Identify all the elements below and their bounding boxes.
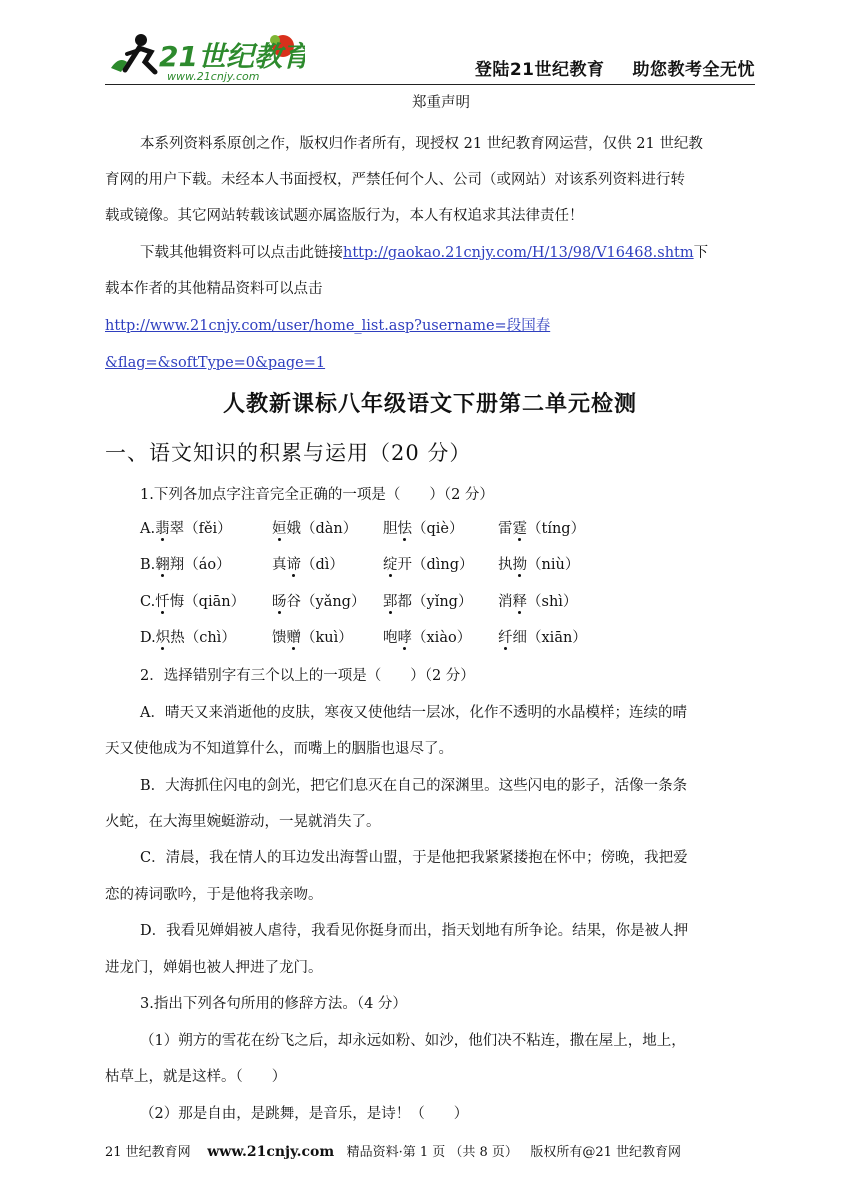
q1-option-b-term-2 (272, 555, 344, 575)
dotted-character: 旸 (272, 594, 287, 610)
term-prefix: 执 (498, 557, 513, 573)
logo-graphic (105, 28, 305, 84)
page-footer (105, 1141, 755, 1160)
document-title: 人教新课标八年级语文下册第二单元检测 (222, 392, 637, 417)
notice-paragraph-1-line-2: 育网的用户下载。未经本人书面授权，严禁任何个人、公司（或网站）对该系列资料进行转 (105, 172, 685, 188)
term-suffix: （qiè） (412, 521, 464, 537)
term-suffix: 都（yǐng） (397, 594, 473, 610)
q2-option-b-line-1: B．大海抓住闪电的剑光，把它们息灭在自己的深渊里。这些闪电的影子，活像一条条 (140, 778, 688, 794)
term-suffix: 娥（dàn） (286, 521, 358, 537)
footer-page-info: 精品资料·第 1 页 （共 8 页） (346, 1145, 518, 1160)
term-prefix: 胆 (383, 521, 398, 537)
section-1-heading: 一、语文知识的积累与运用（20 分） (105, 441, 472, 465)
term-suffix: 开（dìng） (397, 557, 474, 573)
term-prefix: 咆 (383, 630, 398, 646)
term-suffix: 谷（yǎng） (286, 594, 366, 610)
header-slogan-left: 登陆21世纪教育 (474, 60, 605, 80)
q1-option-d-term-2 (272, 628, 353, 648)
dotted-character: 拗 (512, 557, 527, 573)
q1-option-a-term-1 (140, 519, 232, 539)
logo-text: 21世纪教育 (159, 40, 305, 73)
logo-url-text: www.21cnjy.com (167, 70, 260, 83)
q1-option-c-term-4 (498, 592, 577, 612)
dotted-character: 炽 (155, 630, 171, 646)
q1-stem: 1.下列各加点字注音完全正确的一项是（ ）（2 分） (140, 487, 494, 503)
author-link-line-1[interactable]: http://www.21cnjy.com/user/home_list.asp?username=段国春 (105, 318, 551, 334)
dotted-character: 怯 (397, 521, 412, 537)
notice-paragraph-1-line-3: 载或镜像。其它网站转载该试题亦属盗版行为，本人有权追求其法律责任！ (105, 208, 584, 224)
notice-download-text: 下载其他辑资料可以点击此链接 (140, 245, 343, 261)
dotted-character: 霆 (512, 521, 527, 537)
dotted-character: 翡 (155, 521, 170, 537)
option-label: D. (140, 630, 156, 646)
notice-paragraph-2-line-1 (140, 243, 708, 263)
q1-option-c-term-2 (272, 592, 365, 612)
q3-sentence-2: （2）那是自由，是跳舞，是音乐，是诗！（ ） (140, 1106, 469, 1122)
q1-option-d-term-4 (498, 628, 587, 648)
q1-option-b-term-1 (140, 555, 231, 575)
term-suffix: （xiào） (412, 630, 472, 646)
q1-option-d-term-3 (383, 628, 471, 648)
option-label: A. (140, 521, 156, 537)
q1-option-b-term-4 (498, 555, 579, 575)
author-link-line-2[interactable]: &flag=&softType=0&page=1 (105, 355, 326, 371)
dotted-character: 哮 (397, 630, 412, 646)
term-suffix: 细（xiān） (512, 630, 587, 646)
q2-option-c-line-2: 恋的祷词歌吟，于是他将我亲吻。 (105, 887, 323, 903)
term-suffix: 翠（fěi） (169, 521, 232, 537)
q1-option-d-term-1 (140, 628, 236, 648)
notice-paragraph-1-line-1: 本系列资料系原创之作，版权归作者所有，现授权 21 世纪教育网运营，仅供 21 世纪教 (140, 136, 703, 152)
q3-stem: 3.指出下列各句所用的修辞方法。（4 分） (140, 996, 407, 1012)
q1-option-a-term-3 (383, 519, 464, 539)
term-suffix: （shì） (527, 594, 578, 610)
q2-option-d-line-1: D．我看见婵娟被人虐待，我看见你挺身而出，指天划地有所争论。结果，你是被人押 (140, 923, 689, 939)
option-label: B. (140, 557, 156, 573)
footer-site-name: 21 世纪教育网 (105, 1145, 191, 1160)
q1-option-b-term-3 (383, 555, 474, 575)
term-suffix: （dì） (301, 557, 344, 573)
q2-option-b-line-2: 火蛇，在大海里婉蜓游动，一晃就消失了。 (105, 814, 381, 830)
option-label: C. (140, 594, 156, 610)
dotted-character: 绽 (383, 557, 398, 573)
term-prefix: 馈 (272, 630, 287, 646)
term-prefix: 雷 (498, 521, 513, 537)
header-slogan (430, 55, 755, 80)
dotted-character: 谛 (286, 557, 301, 573)
notice-paragraph-2-line-2: 载本作者的其他精品资料可以点击 (105, 281, 323, 297)
footer-copyright: 版权所有@21 世纪教育网 (530, 1145, 682, 1160)
dotted-character: 释 (512, 594, 527, 610)
site-logo (105, 28, 305, 84)
download-link[interactable]: http://gaokao.21cnjy.com/H/13/98/V16468.shtm (343, 245, 694, 261)
term-suffix: 热（chì） (170, 630, 236, 646)
term-prefix: 消 (498, 594, 513, 610)
q3-sentence-1-line-1: （1）朔方的雪花在纷飞之后，却永远如粉、如沙，他们决不粘连，撒在屋上，地上， (140, 1033, 686, 1049)
q3-sentence-1-line-2: 枯草上，就是这样。（ ） (105, 1069, 287, 1085)
q2-stem: 2．选择错别字有三个以上的一项是（ ）（2 分） (140, 668, 475, 684)
q2-option-a-line-1: A．晴天又来消逝他的皮肤，寒夜又使他结一层冰，化作不透明的水晶模样；连续的晴 (140, 705, 687, 721)
q1-option-a-term-4 (498, 519, 585, 539)
dotted-character: 纤 (498, 630, 513, 646)
term-suffix: （niù） (527, 557, 580, 573)
q2-option-a-line-2: 天又使他成为不知道算什么，而嘴上的胭脂也退尽了。 (105, 741, 453, 757)
q1-option-a-term-2 (272, 519, 357, 539)
header-divider (105, 84, 755, 85)
dotted-character: 郢 (383, 594, 398, 610)
notice-download-suffix: 下 (693, 245, 709, 261)
term-prefix: 真 (272, 557, 287, 573)
q2-option-c-line-1: C．清晨，我在情人的耳边发出海誓山盟，于是他把我紧紧搂抱在怀中；傍晚，我把爱 (140, 850, 688, 866)
term-suffix: （tíng） (527, 521, 586, 537)
dotted-character: 赠 (286, 630, 301, 646)
notice-title: 郑重声明 (412, 95, 470, 111)
footer-url[interactable]: www.21cnjy.com (207, 1144, 335, 1160)
term-suffix: 悔（qiān） (169, 594, 246, 610)
dotted-character: 忏 (155, 594, 170, 610)
term-suffix: 翔（áo） (169, 557, 231, 573)
term-suffix: （kuì） (301, 630, 353, 646)
dotted-character: 姮 (272, 521, 287, 537)
header-slogan-right: 助您教考全无忧 (632, 60, 755, 80)
q1-option-c-term-3 (383, 592, 472, 612)
q2-option-d-line-2: 进龙门，婵娟也被人押进了龙门。 (105, 960, 323, 976)
q1-option-c-term-1 (140, 592, 245, 612)
dotted-character: 翱 (155, 557, 170, 573)
